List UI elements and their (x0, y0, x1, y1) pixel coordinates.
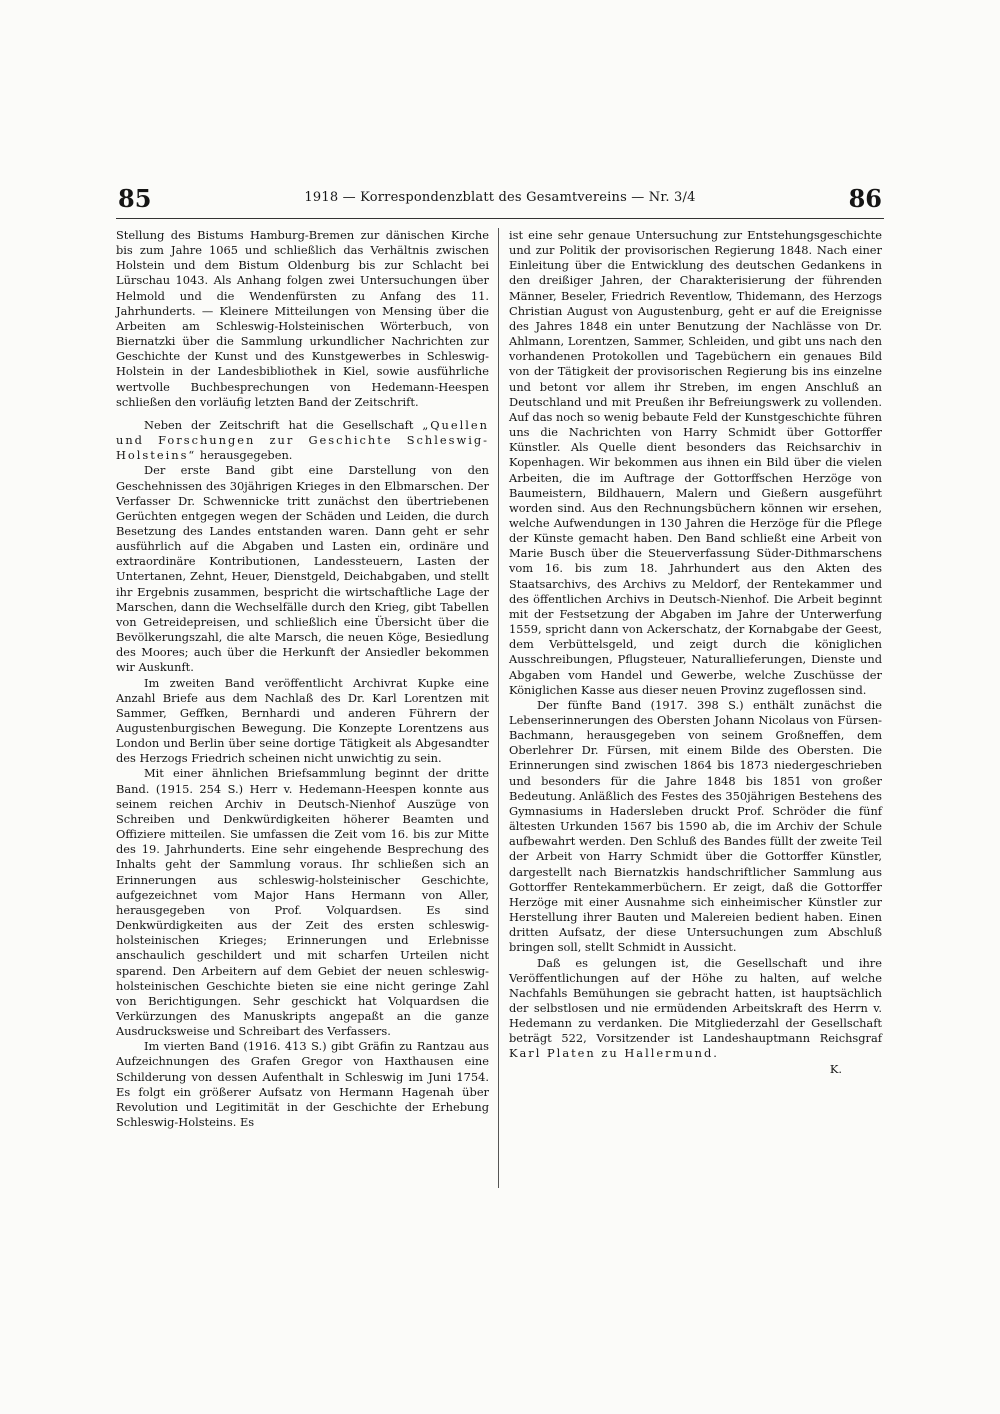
paragraph (509, 956, 882, 1062)
author-signature: K. (829, 1061, 842, 1076)
column-separator (498, 228, 499, 1188)
header-rule (116, 218, 884, 219)
paragraph: ist eine sehr genaue Untersuchung zur Entstehungsgeschichte und zur Politik der provisorischen Regierung 1848. Nach einer Einleitung über die Entwicklung des deutschen Gedankens in den dreißiger Jahren, der Charakterisierung der führenden Männer, Beseler, Friedrich Reventlow, Thidemann, des Herzogs Christian August von Augustenburg, geht er auf die Ereignisse des Jahres 1848 ein unter Benutzung der Nachlässe von Dr. Ahlmann, Lorentzen, Sammer, Schleiden, und gibt uns nach den vorhandenen Protokollen und Tagebüchern ein genaues Bild von der Tätigkeit der provisorischen Regierung bis ins einzelne und betont vor allem ihr Streben, im engen Anschluß an Deutschland und mit Preußen ihr Befreiungswerk zu vollenden. Auf das noch so wenig bebaute Feld der Kunstgeschichte führen uns die Nachrichten von Harry Schmidt über Gottorffer Künstler. Als Quelle dient besonders das Reichsarchiv in Kopenhagen. Wir bekommen aus ihnen ein Bild über die vielen Arbeiten, die im Auftrage der Gottorffschen Herzöge von Baumeistern, Bildhauern, Malern und Gießern ausgeführt worden sind. Aus den Rechnungsbüchern können wir ersehen, welche Aufwendungen in 130 Jahren die Herzöge für die Pflege der Künste gemacht haben. Den Band schließt eine Arbeit von Marie Busch über die Steuerverfassung Süder-Dithmarschens vom 16. bis zum 18. Jahrhundert aus den Akten des Staatsarchivs, des Archivs zu Meldorf, der Rentekammer und des öffentlichen Archivs in Deutsch-Nienhof. Die Arbeit beginnt mit der Festsetzung der Abgaben im Jahre der Unterwerfung 1559, spricht dann von Ackerschatz, der Kornabgabe der Geest, dem Verbüttelsgeld, und zeigt durch die königlichen Ausschreibungen, Pflugsteuer, Naturallieferungen, Dienste und Abgaben vom Handel und Gewerbe, welche Zuschüsse der Königlichen Kasse aus dieser neuen Provinz zugeflossen sind. (509, 228, 882, 697)
page-header (118, 184, 882, 214)
person-name: Karl Platen zu Hallermund. (509, 1046, 719, 1061)
paragraph-text: Neben der Zeitschrift hat die Gesellschaft (144, 417, 414, 432)
paragraph: Stellung des Bistums Hamburg-Bremen zur dänischen Kirche bis zum Jahre 1065 und schließlich das Verhältnis zwischen Holstein und dem Bistum Oldenburg bis zur Schlacht bei Lürschau 1043. Als Anhang folgen zwei Untersuchungen über Helmold und die Wendenfürsten zu Anfang des 11. Jahrhunderts. — Kleinere Mitteilungen von Mensing über die Arbeiten am Schleswig-Holsteinischen Wörterbuch, von Biernatzki über die Sammlung urkundlicher Nachrichten zur Geschichte der Kunst und des Kunstgewerbes in Schleswig-Holstein in der Landesbibliothek in Kiel, sowie ausführliche wertvolle Buchbesprechungen von Hedemann-Heespen schließen den vorläufig letzten Band der Zeitschrift. (116, 228, 489, 409)
paragraph: Im zweiten Band veröffentlicht Archivrat Kupke eine Anzahl Briefe aus dem Nachlaß des Dr. Karl Lorentzen mit Sammer, Geffken, Bernhardi und anderen Führern der Augustenburgischen Bewegung. Die Konzepte Lorentzens aus London und Berlin über seine dortige Tätigkeit als Abgesandter des Herzogs Friedrich scheinen nicht unwichtig zu sein. (116, 675, 489, 766)
series-title: „Quellen und Forschungen zur Geschichte Schleswig-Holsteins“ (116, 417, 489, 463)
paragraph: Der fünfte Band (1917. 398 S.) enthält zunächst die Lebenserinnerungen des Obersten Johann Nicolaus von Fürsen-Bachmann, herausgegeben von seinem Großneffen, dem Oberlehrer Dr. Fürsen, mit einem Bilde des Obersten. Die Erinnerungen sind zwischen 1864 bis 1873 niedergeschrieben und besonders für die Jahre 1848 bis 1851 von großer Bedeutung. Anläßlich des Festes des 350jährigen Bestehens des Gymnasiums in Hadersleben druckt Prof. Schröder die fünf ältesten Urkunden 1567 bis 1590 ab, die im Archiv der Schule aufbewahrt werden. Den Schluß des Bandes füllt der zweite Teil der Arbeit von Harry Schmidt über die Gottorffer Künstler, dargestellt nach Biernatzkis handschriftlicher Sammlung aus Gottorffer Rentekammerbüchern. Er zeigt, daß die Gottorffer Herzöge mit einer Ausnahme sich einheimischer Künstler zur Herstellung ihrer Bauten und Malereien bedient haben. Einen dritten Aufsatz, der diese Untersuchungen zum Abschluß bringen soll, stellt Schmidt in Aussicht. (509, 697, 882, 955)
running-title: 1918 — Korrespondenzblatt des Gesamtvereins — Nr. 3/4 (304, 190, 696, 205)
page-number-left: 85 (118, 184, 152, 213)
paragraph: Im vierten Band (1916. 413 S.) gibt Gräfin zu Rantzau aus Aufzeichnungen des Grafen Gregor von Haxthausen eine Schilderung von dessen Aufenthalt in Schleswig im Juni 1754. Es folgt ein größerer Aufsatz von Hermann Hagenah über Revolution und Legitimität in der Geschichte der Erhebung Schleswig-Holsteins. Es (116, 1039, 489, 1130)
left-column (116, 228, 489, 1130)
right-column (509, 228, 882, 1077)
paragraph (116, 418, 489, 463)
paragraph: Der erste Band gibt eine Darstellung von den Geschehnissen des 30jährigen Krieges in den Elbmarschen. Der Verfasser Dr. Schwennicke tritt zunächst den übertriebenen Gerüchten entgegen wegen der Schäden und Leiden, die durch Besetzung des Landes entstanden waren. Dann geht er sehr ausführlich auf die Abgaben und Lasten ein, ordinäre und extraordinäre Kontributionen, Landessteuern, Lasten der Untertanen, Zehnt, Heuer, Dienstgeld, Deichabgaben, und stellt ihr Ergebnis zusammen, bespricht die wirtschaftliche Lage der Marschen, dann die Wechselfälle durch den Krieg, gibt Tabellen von Getreidepreisen, und schließlich eine Übersicht über die Bevölkerungszahl, die alte Marsch, die neuen Köge, Besiedlung des Moores; auch über die Herkunft der Ansiedler bekommen wir Auskunft. (116, 463, 489, 675)
paragraph-text: herausgegeben. (199, 448, 293, 463)
paragraph-text: Daß es gelungen ist, die Gesellschaft und ihre Veröffentlichungen auf der Höhe zu halten, auf welche Nachfahls Bemühungen sie gebracht hatten, ist hauptsächlich der selbstlosen und nie ermüdenden Arbeitskraft des Herrn v. Hedemann zu verdanken. Die Mitgliederzahl der Gesellschaft beträgt 522, Vorsitzender ist Landeshauptmann Reichsgraf (509, 955, 882, 1046)
page-number-right: 86 (848, 184, 882, 213)
paragraph: Mit einer ähnlichen Briefsammlung beginnt der dritte Band. (1915. 254 S.) Herr v. Hedemann-Heespen konnte aus seinem reichen Archiv in Deutsch-Nienhof Auszüge von Schreiben und Denkwürdigkeiten höherer Beamten und Offiziere mitteilen. Sie umfassen die Zeit vom 16. bis zur Mitte des 19. Jahrhunderts. Eine sehr eingehende Besprechung des Inhalts geht der Sammlung voraus. Ihr schließen sich an Erinnerungen aus schleswig-holsteinischer Geschichte, aufgezeichnet vom Major Hans Hermann von Aller, herausgegeben von Prof. Volquardsen. Es sind Denkwürdigkeiten aus der Zeit des ersten schleswig-holsteinischen Krieges; Erinnerungen und Erlebnisse anschaulich geschildert und mit scharfen Urteilen nicht sparend. Den Arbeitern auf dem Gebiet der neuen schleswig-holsteinischen Geschichte bieten sie eine nicht geringe Zahl von Berichtigungen. Sehr geschickt hat Volquardsen die Verkürzungen des Manuskripts angepaßt an die ganze Ausdrucksweise und Schreibart des Verfassers. (116, 766, 489, 1039)
